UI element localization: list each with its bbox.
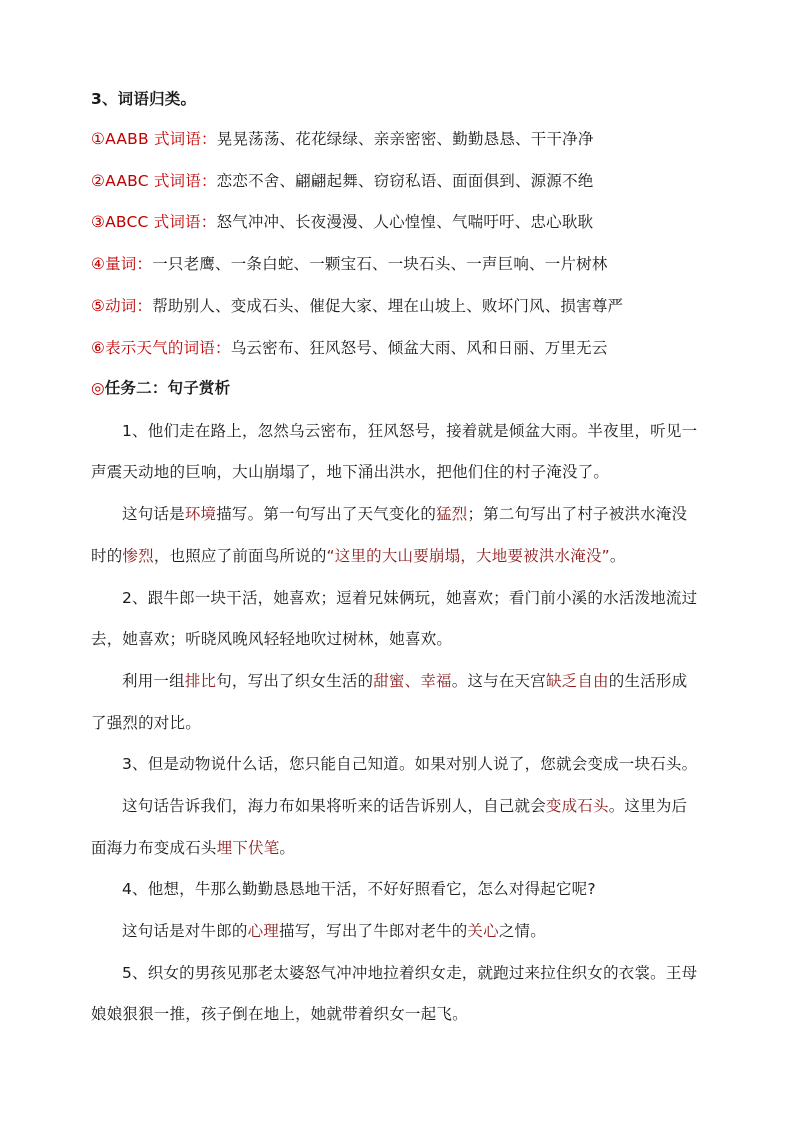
- category-words: 晃晃荡荡、花花绿绿、亲亲密密、勤勤恳恳、干干净净: [216, 130, 594, 148]
- sentence-1-line-2: 声震天动地的巨响，大山崩塌了，地下涌出洪水，把他们住的村子淹没了。: [91, 463, 610, 481]
- category-number: ③: [91, 213, 106, 231]
- sentence-1-line-1: 1、他们走在路上，忽然乌云密布，狂风怒号，接着就是倾盆大雨。半夜里，听见一: [122, 422, 698, 440]
- category-label: 量词: [105, 255, 137, 273]
- task2-heading: [91, 377, 711, 399]
- keyword: 缺乏自由: [545, 672, 609, 690]
- category-number: ⑥: [91, 339, 106, 357]
- category-label: AABB 式词语: [105, 130, 202, 148]
- category-words: 一只老鹰、一条白蛇、一颗宝石、一块石头、一声巨响、一片树林: [152, 255, 608, 273]
- keyword: 猛烈: [436, 505, 468, 523]
- analysis-2-line-1: 利用一组排比句，写出了织女生活的甜蜜、幸福。这与在天宫缺乏自由的生活形成: [122, 672, 688, 690]
- keyword: 变成石头: [545, 797, 609, 815]
- sentence-4-line-1: 4、他想，牛那么勤勤恳恳地干活，不好好照看它，怎么对得起它呢?: [122, 880, 596, 898]
- category-words: 帮助别人、变成石头、催促大家、埋在山坡上、败坏门风、损害尊严: [152, 297, 624, 315]
- category-aabc: ②AABC 式词语：恋恋不舍、翩翩起舞、窃窃私语、面面俱到、源源不绝: [91, 172, 594, 190]
- category-aabb: ①AABB 式词语：晃晃荡荡、花花绿绿、亲亲密密、勤勤恳恳、干干净净: [91, 130, 594, 148]
- sentence-5-line-1: 5、织女的男孩见那老太婆怒气冲冲地拉着织女走，就跑过来拉住织女的衣裳。王母: [122, 964, 698, 982]
- sentence-5-line-2: 娘娘狠狠一推，孩子倒在地上，她就带着织女一起飞。: [91, 1005, 468, 1023]
- keyword: 心理: [247, 922, 280, 940]
- section-heading: 3、词语归类。: [91, 90, 197, 108]
- task2-title: 任务二：句子赏析: [104, 379, 231, 397]
- sentence-3-line-1: 3、但是动物说什么话，您只能自己知道。如果对别人说了，您就会变成一块石头。: [122, 755, 698, 773]
- keyword: 排比: [184, 672, 217, 690]
- sentence-2-line-1: 2、跟牛郎一块干活，她喜欢；逗着兄妹俩玩，她喜欢；看门前小溪的水活泼地流过: [122, 589, 698, 607]
- analysis-2-line-2: 了强烈的对比。: [91, 714, 201, 732]
- category-number: ①: [91, 130, 106, 148]
- category-label: ABCC 式词语: [105, 213, 201, 231]
- keyword: 关心: [467, 922, 499, 940]
- category-label: 动词: [105, 297, 137, 315]
- category-number: ⑤: [91, 297, 106, 315]
- keyword: 环境: [184, 505, 217, 523]
- category-label: 表示天气的词语: [105, 339, 216, 357]
- sentence-2-line-2: 去，她喜欢；听晓风晚风轻轻地吹过树林，她喜欢。: [91, 630, 453, 648]
- category-words: 怒气冲冲、长夜漫漫、人心惶惶、气喘吁吁、忠心耿耿: [216, 213, 594, 231]
- bullseye-icon: ◎: [91, 379, 105, 397]
- category-abcc: ③ABCC 式词语：怒气冲冲、长夜漫漫、人心惶惶、气喘吁吁、忠心耿耿: [91, 213, 594, 231]
- category-label: AABC 式词语: [105, 172, 201, 190]
- category-measure-words: ④量词：一只老鹰、一条白蛇、一颗宝石、一块石头、一声巨响、一片树林: [91, 255, 608, 273]
- category-verbs: ⑤动词：帮助别人、变成石头、催促大家、埋在山坡上、败坏门风、损害尊严: [91, 297, 624, 315]
- analysis-1-line-1: 这句话是环境描写。第一句写出了天气变化的猛烈；第二句写出了村子被洪水淹没: [122, 505, 688, 523]
- analysis-1-line-2: 时的惨烈，也照应了前面鸟所说的“这里的大山要崩塌，大地要被洪水淹没”。: [91, 547, 626, 565]
- category-number: ④: [91, 255, 106, 273]
- category-number: ②: [91, 172, 106, 190]
- category-words: 乌云密布、狂风怒号、倾盆大雨、风和日丽、万里无云: [230, 339, 608, 357]
- keyword: 惨烈: [122, 547, 154, 565]
- category-words: 恋恋不舍、翩翩起舞、窃窃私语、面面俱到、源源不绝: [216, 172, 594, 190]
- analysis-4-line-1: 这句话是对牛郎的心理描写，写出了牛郎对老牛的关心之情。: [122, 922, 546, 940]
- analysis-3-line-1: 这句话告诉我们，海力布如果将听来的话告诉别人，自己就会变成石头。这里为后: [122, 797, 688, 815]
- category-weather: ⑥表示天气的词语：乌云密布、狂风怒号、倾盆大雨、风和日丽、万里无云: [91, 339, 608, 357]
- analysis-3-line-2: 面海力布变成石头埋下伏笔。: [91, 839, 296, 857]
- keyword: 甜蜜、幸福: [373, 672, 452, 690]
- keyword: 埋下伏笔: [216, 839, 280, 857]
- quote: “这里的大山要崩塌，大地要被洪水淹没”: [326, 547, 610, 565]
